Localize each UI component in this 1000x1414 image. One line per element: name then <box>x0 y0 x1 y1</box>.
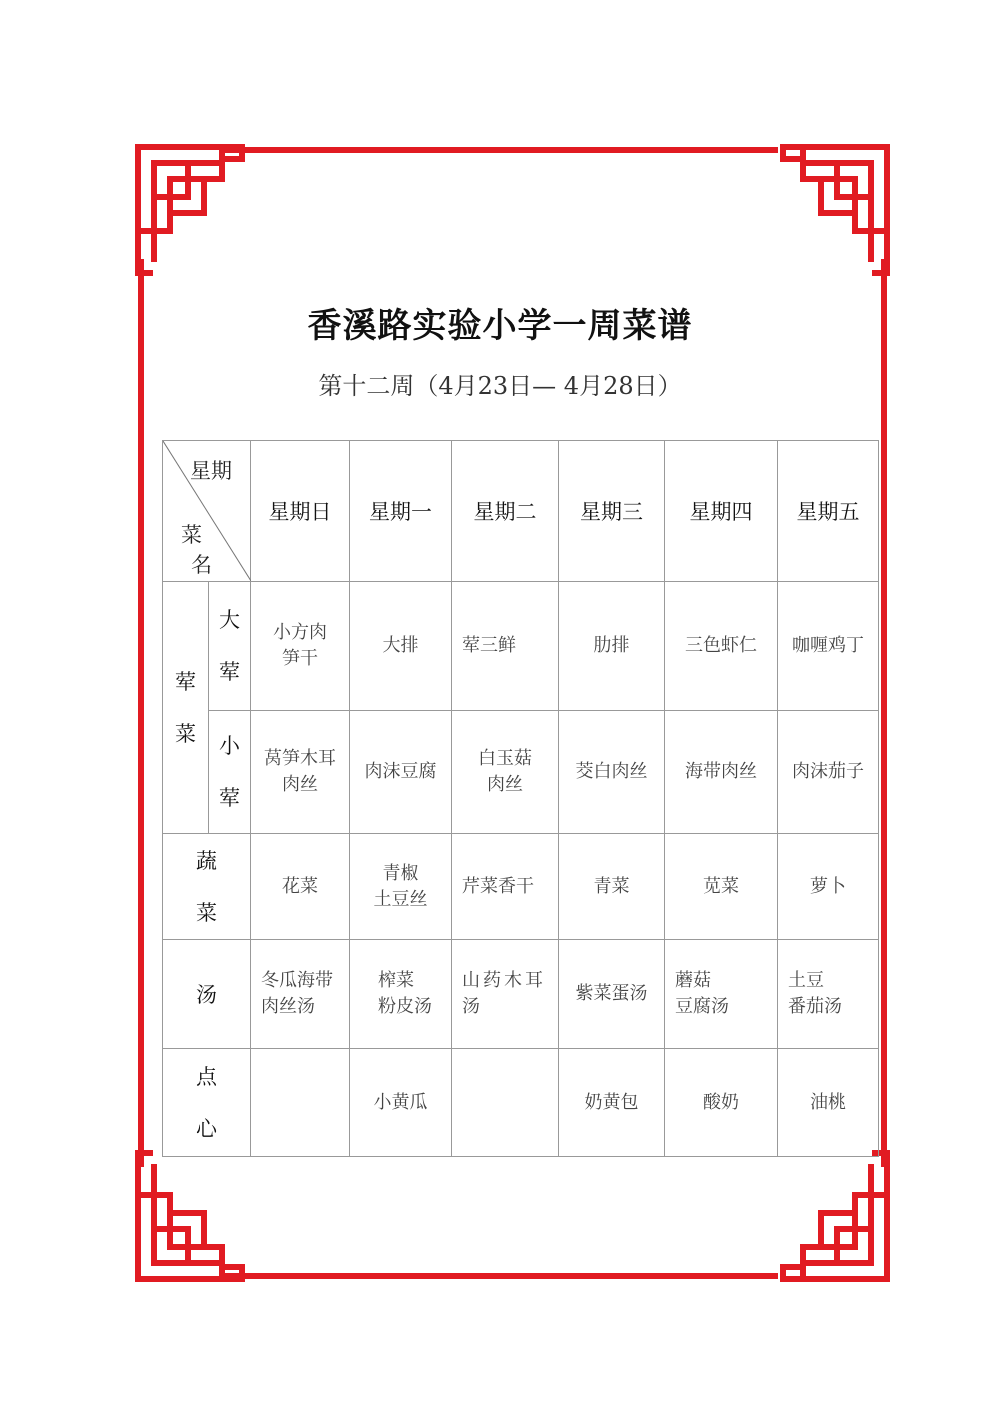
table-row <box>163 940 879 1049</box>
corner-label-dish-2: 名 <box>191 553 212 577</box>
header-row <box>163 441 879 582</box>
row-label-vegetable: 蔬菜 <box>163 834 251 940</box>
menu-cell: 萝卜 <box>778 834 879 940</box>
meat-group-label: 荤菜 <box>163 582 209 834</box>
menu-cell: 莴笋木耳 肉丝 <box>251 711 350 834</box>
table-row <box>163 834 879 940</box>
fret-stroke <box>803 1195 887 1279</box>
menu-cell: 榨菜 粉皮汤 <box>350 940 452 1049</box>
fret-stroke <box>138 1195 222 1279</box>
week-subtitle: 第十二周（4月23日— 4月28日） <box>318 372 682 400</box>
row-label-small-meat: 小荤 <box>209 711 251 834</box>
page-title: 香溪路实验小学一周菜谱 <box>307 306 693 346</box>
menu-cell: 海带肉丝 <box>665 711 778 834</box>
day-header: 星期日 <box>251 441 350 582</box>
day-header: 星期二 <box>452 441 559 582</box>
menu-cell: 紫菜蛋汤 <box>559 940 665 1049</box>
menu-cell: 奶黄包 <box>559 1049 665 1157</box>
menu-cell <box>452 1049 559 1157</box>
menu-cell: 三色虾仁 <box>665 582 778 711</box>
menu-cell: 青菜 <box>559 834 665 940</box>
frame-corner-ornament <box>138 147 242 273</box>
table-row <box>163 711 879 834</box>
corner-label-weekday: 星期 <box>190 459 232 483</box>
day-header: 星期五 <box>778 441 879 582</box>
menu-cell: 小黄瓜 <box>350 1049 452 1157</box>
frame-corner-ornament <box>783 1153 887 1279</box>
frame-corner-ornament <box>783 147 887 273</box>
corner-label-dish-1: 菜 <box>181 523 202 547</box>
menu-cell: 肋排 <box>559 582 665 711</box>
menu-cell: 酸奶 <box>665 1049 778 1157</box>
menu-cell <box>251 1049 350 1157</box>
menu-cell: 土豆 番茄汤 <box>778 940 879 1049</box>
fret-stroke <box>803 147 887 231</box>
row-label-soup: 汤 <box>163 940 251 1049</box>
day-header: 星期一 <box>350 441 452 582</box>
menu-cell: 小方肉 笋干 <box>251 582 350 711</box>
menu-cell: 大排 <box>350 582 452 711</box>
menu-cell: 蘑菇 豆腐汤 <box>665 940 778 1049</box>
menu-cell: 荤三鲜 <box>452 582 559 711</box>
fret-stroke <box>138 147 222 231</box>
menu-cell: 山药木耳 汤 <box>452 940 559 1049</box>
day-header: 星期四 <box>665 441 778 582</box>
menu-cell: 芹菜香干 <box>452 834 559 940</box>
menu-cell: 白玉菇 肉丝 <box>452 711 559 834</box>
menu-cell: 冬瓜海带 肉丝汤 <box>251 940 350 1049</box>
menu-cell: 青椒 土豆丝 <box>350 834 452 940</box>
menu-cell: 苋菜 <box>665 834 778 940</box>
weekly-menu-table <box>162 440 879 1157</box>
menu-cell: 油桃 <box>778 1049 879 1157</box>
corner-cell <box>163 441 251 582</box>
menu-cell: 咖喱鸡丁 <box>778 582 879 711</box>
table-row <box>163 1049 879 1157</box>
row-label-big-meat: 大荤 <box>209 582 251 711</box>
table-row <box>163 582 879 711</box>
menu-cell: 茭白肉丝 <box>559 711 665 834</box>
menu-cell: 肉沫茄子 <box>778 711 879 834</box>
frame-corner-ornament <box>138 1153 242 1279</box>
day-header: 星期三 <box>559 441 665 582</box>
row-label-snack: 点心 <box>163 1049 251 1157</box>
menu-cell: 花菜 <box>251 834 350 940</box>
menu-cell: 肉沫豆腐 <box>350 711 452 834</box>
